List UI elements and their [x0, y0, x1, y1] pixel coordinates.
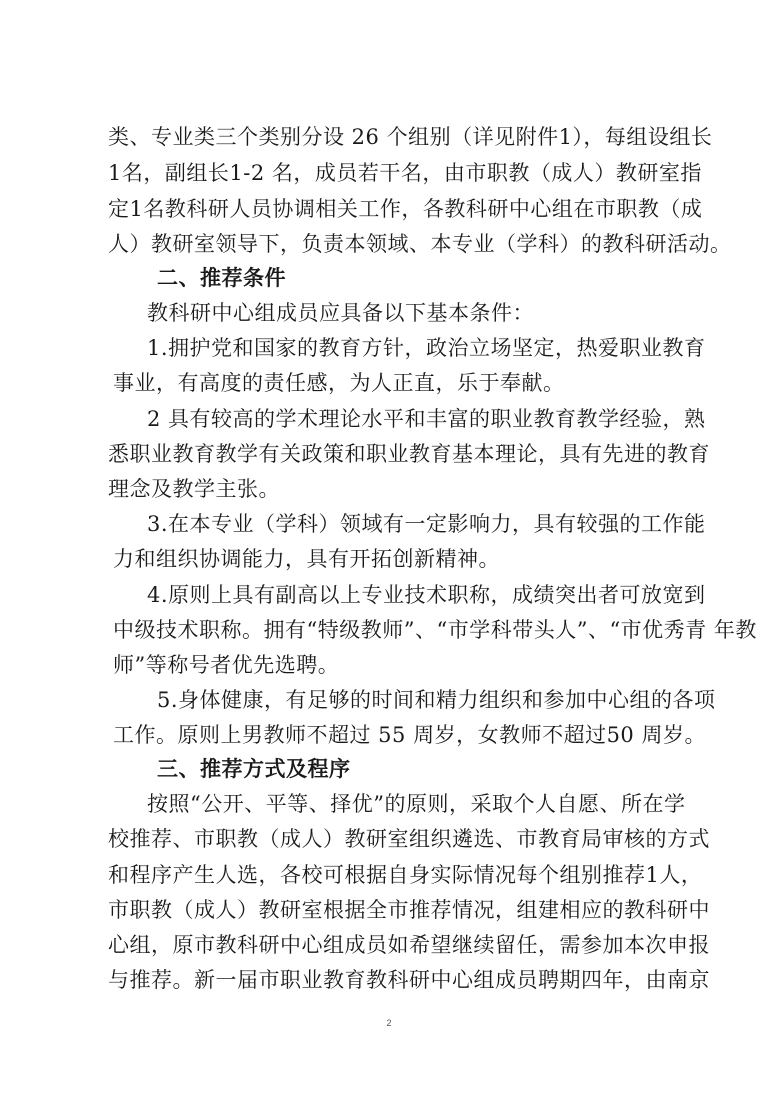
paragraph-line: 按照“公开、平等、择优”的原则，采取个人自愿、所在学: [147, 792, 686, 816]
paragraph-line: 悉职业教育教学有关政策和职业教育基本理论，具有先进的教育: [108, 442, 710, 466]
paragraph-line: 3.在本专业（学科）领域有一定影响力，具有较强的工作能: [147, 512, 706, 536]
paragraph-line: 和程序产生人选，各校可根据自身实际情况每个组别推荐1人，: [108, 863, 703, 887]
paragraph-line: 工作。原则上男教师不超过 55 周岁，女教师不超过50 周岁。: [113, 723, 706, 747]
paragraph-line: 教科研中心组成员应具备以下基本条件：: [147, 301, 534, 325]
paragraph-line: 中级技术职称。拥有“特级教师”、“市学科带头人”、“市优秀青 年教: [113, 618, 757, 642]
paragraph-line: 心组，原市教科研中心组成员如希望继续留任，需参加本次申报: [108, 933, 710, 957]
page-number: 2: [386, 1018, 392, 1028]
paragraph-line: 1名，副组长1-2 名，成员若干名，由市职教（成人）教研室指: [108, 161, 702, 185]
paragraph-line: 校推荐、市职教（成人）教研室组织遴选、市教育局审核的方式: [108, 827, 710, 851]
paragraph-line: 人）教研室领导下，负责本领域、本专业（学科）的教科研活动。: [108, 232, 732, 256]
paragraph-line: 理念及教学主张。: [108, 477, 280, 501]
section-heading-recommendation-conditions: 二、推荐条件: [157, 265, 286, 290]
paragraph-line: 事业，有高度的责任感，为人正直，乐于奉献。: [113, 371, 565, 395]
paragraph-line: 类、专业类三个类别分设 26 个组别（详见附件1），每组设组长: [108, 125, 713, 149]
paragraph-line: 师”等称号者优先选聘。: [113, 653, 340, 677]
paragraph-line: 与推荐。新一届市职业教育教科研中心组成员聘期四年，由南京: [108, 968, 710, 992]
paragraph-line: 力和组织协调能力，具有开拓创新精神。: [113, 547, 500, 571]
paragraph-line: 市职教（成人）教研室根据全市推荐情况，组建相应的教科研中: [108, 898, 710, 922]
paragraph-line: 4.原则上具有副高以上专业技术职称，成绩突出者可放宽到: [147, 583, 706, 607]
paragraph-line: 定1名教科研人员协调相关工作，各教科研中心组在市职教（成: [108, 197, 703, 221]
paragraph-line: 1.拥护党和国家的教育方针，政治立场坚定，热爱职业教育: [147, 336, 706, 360]
paragraph-line: 5.身体健康，有足够的时间和精力组织和参加中心组的各项: [157, 688, 716, 712]
paragraph-line: 2 具有较高的学术理论水平和丰富的职业教育教学经验，熟: [147, 407, 706, 431]
section-heading-recommendation-method: 三、推荐方式及程序: [157, 756, 351, 781]
